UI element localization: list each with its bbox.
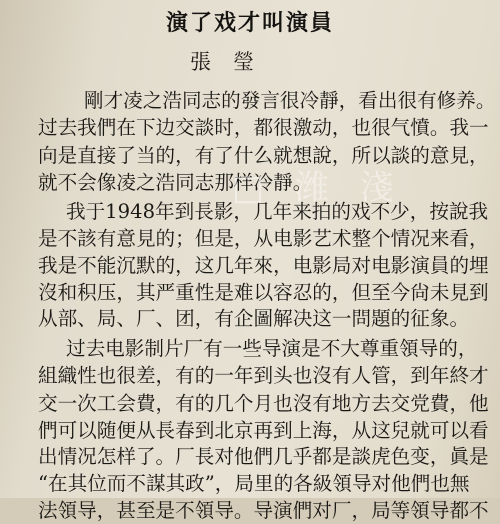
- body-line: 过去电影制片厂有一些导演是不大尊重領导的，: [66, 337, 478, 360]
- body-line: 从部、局、厂、团，有企圖解决这一問題的征象。: [38, 307, 470, 330]
- body-line: 交一次工会費，有的几个月也沒有地方去交党費，他: [38, 392, 489, 415]
- body-line: 沒和积压，其严重性是难以容忍的，但至今尙未見到: [38, 281, 489, 304]
- body-line: “在其位而不謀其政”，局里的各級領导对他們也無: [38, 472, 470, 495]
- body-line: 向是直接了当的，有了什么就想說，所以談的意見，: [38, 144, 489, 167]
- body-line: 是不該有意見的；但是，从电影艺术整个情况来看，: [38, 227, 489, 250]
- body-line: 我是不能沉默的，这几年來，电影局对电影演員的埋: [38, 254, 489, 277]
- watermark: □ 潍 淺: [232, 168, 404, 208]
- body-line: 組織性也很差，有的一年到头也沒有人管，到年終才: [38, 364, 489, 387]
- body-line: 出情况怎样了。厂長对他們几乎都是談虎色变，眞是: [38, 445, 489, 468]
- body-line: 我于1948年到長影，几年来拍的戏不少，按說我: [66, 200, 489, 223]
- body-line: 过去我們在下边交談时，都很激动，也很气憤。我一: [38, 116, 489, 139]
- body-line: 剛才凌之浩同志的發言很冷靜，看出很有修养。: [84, 89, 496, 112]
- author-name: 張瑩: [190, 50, 276, 74]
- body-line: 法領导，甚至是不領导。导演們对厂，局等領导都不: [38, 499, 489, 522]
- body-line: 就不会像凌之浩同志那样冷靜。: [38, 171, 313, 194]
- body-line: 們可以随便从長春到北京再到上海，从这兒就可以看: [38, 419, 489, 442]
- article-title: 演了戏才叫演員: [165, 11, 334, 36]
